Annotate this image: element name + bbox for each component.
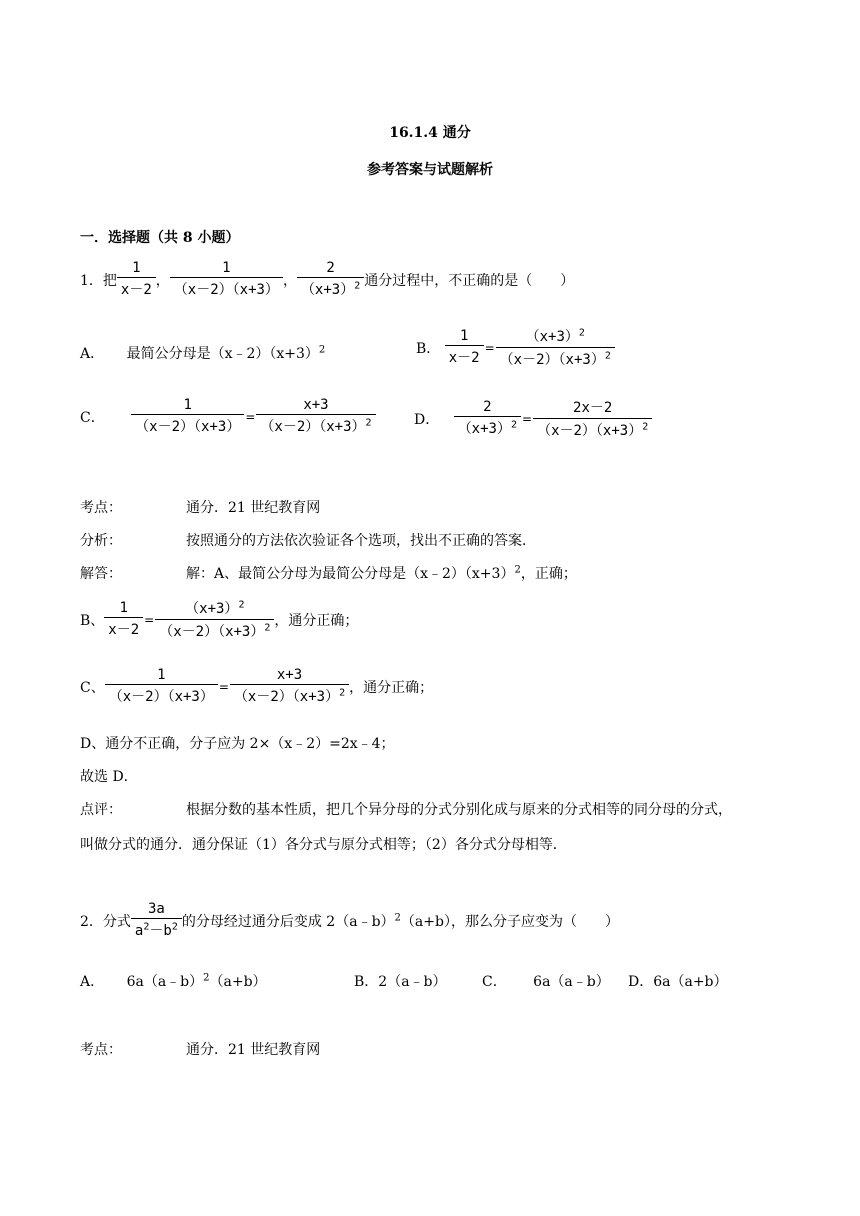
fraction-denominator: （x－2）（x+3） [170,277,283,299]
suffix-part-b: （a+b），那么分子应变为（ ） [400,913,619,930]
fraction-numerator [155,598,274,619]
exponent: 2 [143,921,150,933]
answer-1-dianping-text-2: 叫做分式的通分．通分保证（1）各分式与原分式相等；（2）各分式分母相等． [80,837,567,853]
fraction-numerator: 1 [119,600,128,616]
answer-1-line-c [80,667,433,706]
fraction-numerator: x+3 [303,397,329,413]
line-prefix: C、 [80,679,105,696]
fraction-denominator [297,277,364,299]
option-label: B． [416,340,441,357]
q2-option-c[interactable] [482,971,610,991]
option-c-left-fraction [131,397,244,436]
exponent: 2 [365,417,372,429]
separator: ， [155,272,170,289]
exponent: 2 [203,972,210,984]
answer-1-line-b [80,598,358,641]
exponent: 2 [510,419,518,431]
option-label: C． [482,974,507,990]
c-right-fraction [230,667,349,706]
fraction-denominator [533,418,652,440]
fraction-denominator [131,918,182,940]
option-d-right-fraction [533,397,652,440]
option-text-tail: （a+b） [209,974,267,990]
fraction-numerator: x+3 [276,667,303,683]
c-left-fraction [105,667,218,706]
fraction-numerator: 2x－2 [573,400,613,416]
question-1-prefix: 1．把 [80,272,117,289]
equals-sign: = [218,679,229,694]
exponent: 2 [604,350,611,362]
option-label: A． [80,974,105,990]
fraction-numerator: 2 [326,260,335,276]
equals-sign: = [484,340,495,355]
option-b-right-fraction [496,326,615,369]
exponent: 2 [354,280,361,292]
q1-option-a[interactable] [80,343,325,363]
option-b-left-fraction [445,328,484,367]
q2-option-a[interactable] [80,971,267,991]
exponent: 2 [578,327,585,339]
equals-sign: = [522,411,533,426]
denominator-b: －b [149,923,172,939]
option-text: 6a（a﹣b） [126,974,204,990]
answer-2-kaodian-text: 通分．21 世纪教育网 [186,1042,321,1058]
fraction-numerator: 1 [132,260,141,276]
equals-sign: = [245,409,256,424]
b-right-fraction [155,598,274,641]
fraction-numerator: 2 [483,399,492,415]
answer-1-line-d: D、通分不正确，分子应为 2×（x﹣2）=2x﹣4； [80,736,395,752]
q1-option-c[interactable] [80,397,376,436]
jieda-tail: ，正确； [520,566,577,582]
q1-fraction-2 [170,260,283,299]
option-label: C． [80,409,105,426]
denominator-text: （x－2）（x+3） [260,419,366,435]
answer-1-kaodian-label: 考点： [80,500,122,516]
fraction-denominator: x－2 [117,277,156,299]
q1-option-b[interactable] [416,326,615,369]
page-subtitle: 参考答案与试题解析 [367,162,493,178]
jieda-body: 解：A、最简公分母为最简公分母是（x﹣2）（x+3） [186,566,515,582]
denominator-text: （x－2）（x+3） [159,624,265,640]
option-c-right-fraction [256,397,375,436]
answer-1-kaodian-text: 通分．21 世纪教育网 [186,500,321,516]
exponent: 2 [238,599,245,611]
option-d-left-fraction [454,399,521,438]
answer-1-jieda-text [186,563,577,583]
b-left-fraction [104,600,143,639]
fraction-numerator: 3a [147,901,165,917]
exponent: 2 [339,687,346,699]
fraction-denominator [155,619,274,641]
denominator-text: （x－2）（x+3） [233,689,340,705]
numerator-text: （x+3） [185,601,239,617]
question-2-stem [80,901,619,940]
answer-1-fenxi-label: 分析： [80,533,122,549]
line-suffix: ，通分正确； [274,612,359,629]
denominator-text: （x－2）（x+3） [499,352,605,368]
fraction-denominator [256,414,375,436]
page-title: 16.1.4 通分 [389,125,471,141]
denominator-a: a [134,923,144,939]
suffix-part-a: 的分母经过通分后变成 2（a﹣b） [181,913,395,930]
line-prefix: B、 [80,612,105,629]
option-text: 6a（a﹣b） [533,974,610,990]
fraction-numerator: 1 [459,328,469,344]
fraction-numerator [496,326,615,347]
equals-sign: = [144,612,155,627]
q2-option-b[interactable]: B．2（a﹣b） [354,974,447,990]
exponent: 2 [394,911,401,923]
option-label: A． [80,346,105,362]
option-text: 最简公分母是（x﹣2）（x+3） [126,346,319,362]
denominator-text: （x+3） [457,421,511,437]
fraction-numerator: 1 [222,260,231,276]
fraction-numerator: 1 [157,667,166,683]
exponent: 2 [318,344,326,356]
question-2-prefix: 2．分式 [80,913,131,930]
fraction-denominator [496,347,615,369]
fraction-denominator: x－2 [104,617,143,639]
answer-1-dianping-text-1: 根据分数的基本性质，把几个异分母的分式分别化成与原来的分式相等的同分母的分式， [186,802,732,818]
exponent: 2 [642,421,649,433]
numerator-text: （x+3） [525,329,579,345]
separator: ， [282,272,297,289]
q1-fraction-3 [297,260,364,299]
question-1-suffix: 通分过程中，不正确的是（ ） [364,272,575,289]
question-2-suffix [182,911,619,931]
answer-1-dianping-label: 点评： [80,802,122,818]
section-heading: 一．选择题（共 8 小题） [80,230,240,246]
fraction-numerator: 1 [183,397,192,413]
answer-1-choice: 故选 D． [80,769,138,785]
denominator-text: （x+3） [300,282,355,298]
denominator-text: （x－2）（x+3） [537,423,643,439]
exponent: 2 [171,921,178,933]
exponent: 2 [264,622,271,634]
q1-option-d[interactable] [414,397,652,440]
fraction-denominator: x－2 [445,345,484,367]
fraction-denominator [230,684,349,706]
fraction-denominator: （x－2）（x+3） [131,414,244,436]
q1-fraction-1 [117,260,156,299]
q2-fraction [131,901,182,940]
answer-2-kaodian-label: 考点： [80,1042,122,1058]
q2-option-d[interactable]: D．6a（a+b） [628,974,728,990]
option-label: D． [414,411,440,428]
answer-1-fenxi-text: 按照通分的方法依次验证各个选项，找出不正确的答案． [186,533,536,549]
line-suffix: ，通分正确； [349,679,434,696]
fraction-denominator: （x－2）（x+3） [105,684,218,706]
question-1-stem [80,260,574,299]
fraction-denominator [454,416,521,438]
answer-1-jieda-label: 解答： [80,566,122,582]
exponent: 2 [514,564,521,576]
